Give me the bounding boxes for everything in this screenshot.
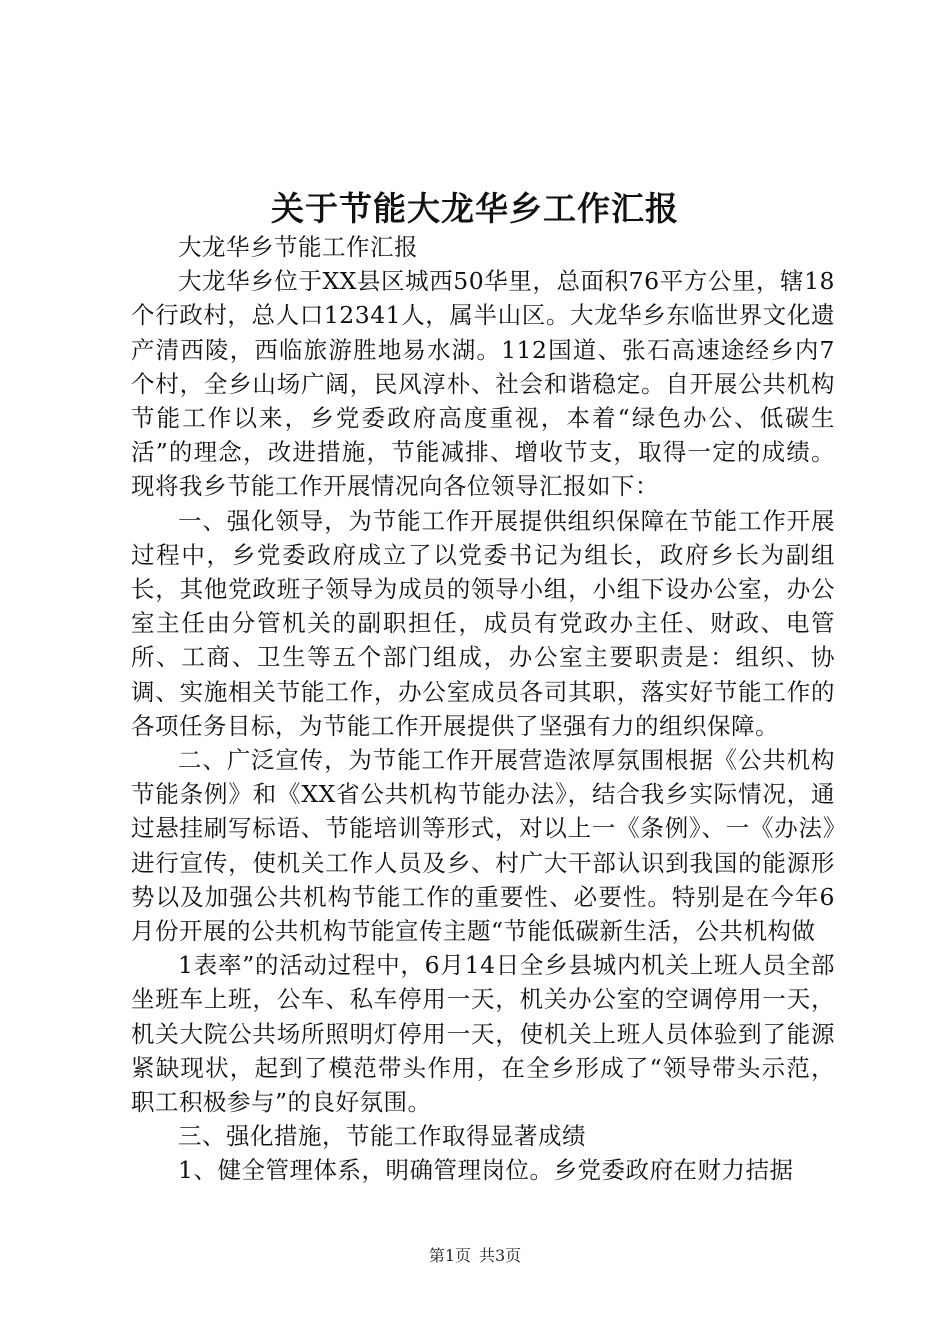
paragraph-section-three-item-one: 1、健全管理体系，明确管理岗位。乡党委政府在财力拮据 xyxy=(178,1156,794,1185)
document-title: 关于节能大龙华乡工作汇报 xyxy=(271,189,679,228)
paragraph-section-two: 二、广泛宣传，为节能工作开展营造浓厚氛围根据《公共机构节能条例》和《XX省公共机构节能办法》，结合我乡实际情况，通过悬挂刷写标语、节能培训等形式，对以上一《条例》、一《办法》进行宣传，使机关工作人员及乡、村广大干部认识到我国的能源形势以及加强公共机构节能工作的重要性、必要性。特别是在今年6月份开展的公共机构节能宣传主题“节能低碳新生活，公共机构做 xyxy=(131,746,835,946)
paragraph-section-two-continued: 1表率”的活动过程中，6月14日全乡县城内机关上班人员全部坐班车上班，公车、私车停用一天，机关办公室的空调停用一天，机关大院公共场所照明灯停用一天，使机关上班人员体验到了能源紧缺现状，起到了模范带头作用，在全乡形成了“领导带头示范，职工积极参与”的良好氛围。 xyxy=(131,951,835,1117)
paragraph-section-one: 一、强化领导，为节能工作开展提供组织保障在节能工作开展过程中，乡党委政府成立了以党委书记为组长，政府乡长为副组长，其他党政班子领导为成员的领导小组，小组下设办公室，办公室主任由分管机关的副职担任，成员有党政办主任、财政、电管所、工商、卫生等五个部门组成，办公室主要职责是：组织、协调、实施相关节能工作，办公室成员各司其职，落实好节能工作的各项任务目标，为节能工作开展提供了坚强有力的组织保障。 xyxy=(131,506,835,740)
page-total: 共3页 xyxy=(479,1246,522,1265)
paragraph-subtitle: 大龙华乡节能工作汇报 xyxy=(178,233,418,261)
page-number: 第1页 xyxy=(428,1246,471,1265)
document-body xyxy=(131,230,835,1188)
page-footer xyxy=(0,1244,950,1268)
paragraph-section-three-heading: 三、强化措施，节能工作取得显著成绩 xyxy=(178,1122,586,1151)
paragraph-intro: 大龙华乡位于XX县区城西50华里，总面积76平方公里，辖18个行政村，总人口12341人，属半山区。大龙华乡东临世界文化遗产清西陵，西临旅游胜地易水湖。112国道、张石高速途经乡内7个村，全乡山场广阔，民风淳朴、社会和谐稳定。自开展公共机构节能工作以来，乡党委政府高度重视，本着“绿色办公、低碳生活”的理念，改进措施，节能减排、增收节支，取得一定的成绩。现将我乡节能工作开展情况向各位领导汇报如下： xyxy=(131,267,835,501)
